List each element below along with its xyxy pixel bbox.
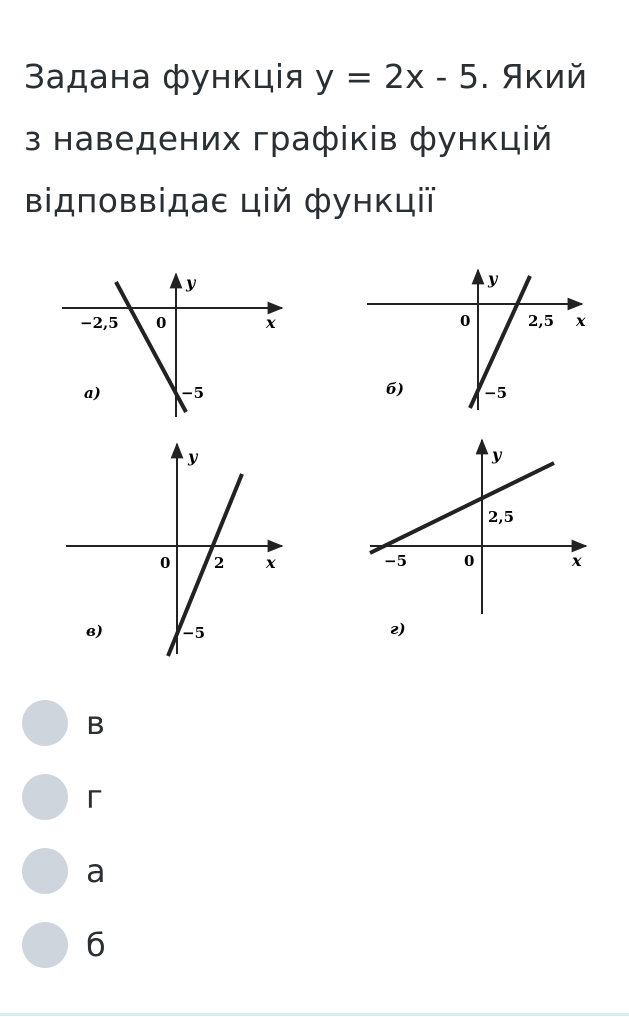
graph-v — [66, 444, 282, 656]
radio-button[interactable] — [22, 700, 68, 746]
graph-a-origin-label: 0 — [156, 314, 167, 332]
graph-b-caption: б) — [386, 380, 404, 398]
graph-g-origin-label: 0 — [464, 552, 475, 570]
graph-g-x-intercept-label: −5 — [384, 552, 408, 570]
option-label: б — [86, 926, 106, 964]
graph-b-x-label: x — [576, 311, 586, 330]
graphs-figure — [0, 262, 629, 672]
option-label: а — [86, 852, 106, 890]
option-a[interactable] — [22, 848, 322, 894]
graph-a-x-label: x — [266, 313, 276, 332]
option-b[interactable] — [22, 922, 322, 968]
radio-button[interactable] — [22, 922, 68, 968]
option-label: г — [86, 778, 103, 816]
radio-button[interactable] — [22, 848, 68, 894]
radio-button[interactable] — [22, 774, 68, 820]
graph-a — [62, 273, 282, 417]
graph-a-y-label: y — [186, 273, 196, 292]
graph-g-caption: г) — [390, 620, 406, 638]
graph-v-y-intercept-label: −5 — [182, 624, 206, 642]
graph-v-x-label: x — [266, 553, 276, 572]
graph-b-y-intercept-label: −5 — [484, 384, 508, 402]
graph-g-function-line — [370, 463, 554, 553]
bottom-divider — [0, 1013, 629, 1016]
graph-g-y-label: y — [492, 445, 502, 464]
graph-a-caption: а) — [84, 384, 101, 402]
graph-b-y-label: y — [488, 269, 498, 288]
graph-b-x-intercept-label: 2,5 — [528, 312, 555, 330]
question-text: Задана функція у = 2х - 5. Який з наведених графіків функцій відповвідає цій функції — [24, 57, 588, 220]
graph-v-y-label: y — [188, 447, 198, 466]
graph-v-x-intercept-label: 2 — [214, 554, 225, 572]
graph-b-origin-label: 0 — [460, 312, 471, 330]
graph-g — [370, 440, 586, 638]
graph-b — [367, 269, 586, 410]
graph-a-x-intercept-label: −2,5 — [80, 314, 119, 332]
graph-a-y-intercept-label: −5 — [181, 384, 205, 402]
option-g[interactable] — [22, 774, 322, 820]
graph-g-x-label: x — [572, 551, 582, 570]
graph-v-origin-label: 0 — [160, 554, 171, 572]
option-label: в — [86, 704, 105, 742]
graph-g-y-intercept-label: 2,5 — [488, 508, 515, 526]
option-v[interactable] — [22, 700, 322, 746]
graph-v-caption: в) — [86, 622, 103, 640]
